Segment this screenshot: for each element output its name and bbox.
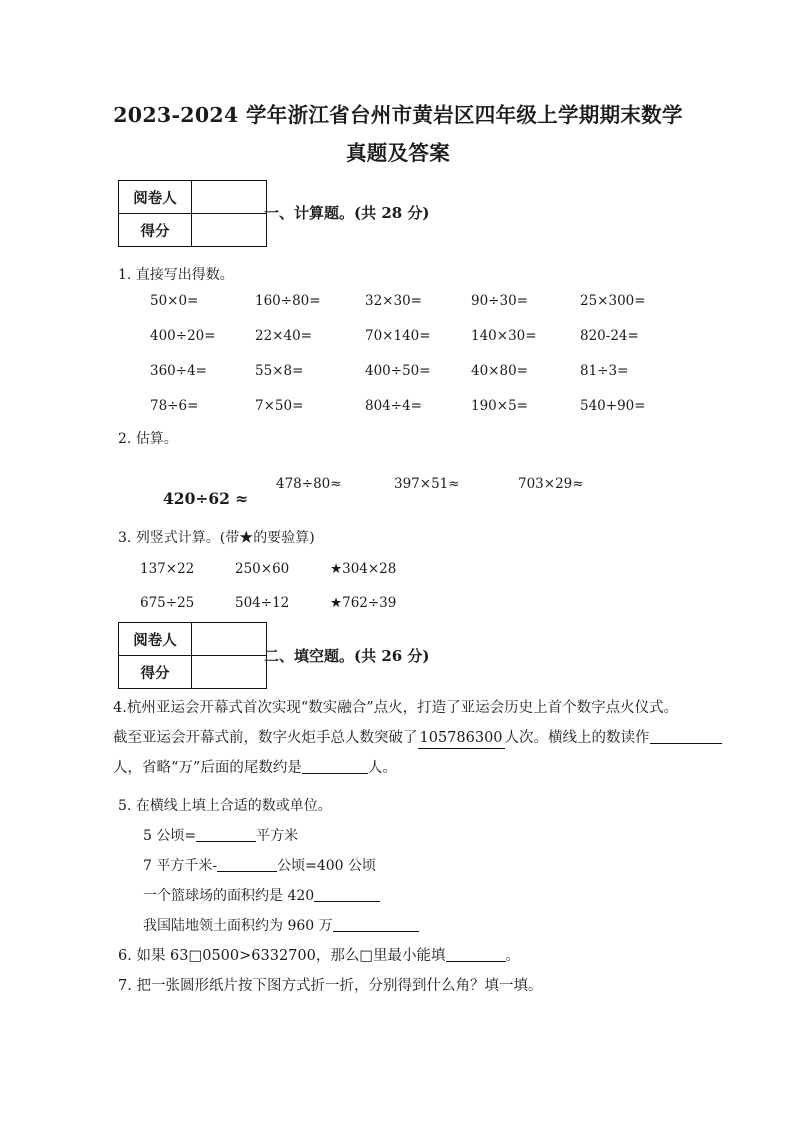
question-6-blank[interactable]: [446, 948, 506, 962]
grader-label-2: 阅卷人: [119, 623, 192, 656]
q5-item-2-after: 公顷=400 公顷: [277, 858, 376, 874]
question-6-number: 6.: [118, 948, 132, 964]
question-7-text: 把一张圆形纸片按下图方式折一折，分别得到什么角？填一填。: [136, 978, 543, 994]
page-title: [108, 96, 688, 172]
q2-featured-item: 420÷62 ≈: [163, 489, 249, 508]
q1-item-r3c2: 55×8=: [255, 363, 304, 379]
question-5-prompt: [118, 796, 332, 816]
question-1-number: 1.: [118, 267, 132, 283]
question-7-number: 7.: [118, 978, 132, 994]
question-4-text-3a: 人，省略“万”后面的尾数约是: [113, 760, 302, 776]
score-label-2: 得分: [119, 656, 192, 689]
score-value-1[interactable]: [192, 214, 267, 247]
q1-item-r3c3: 400÷50=: [365, 363, 431, 379]
q5-item-2-blank[interactable]: [217, 858, 277, 872]
question-4-number: 4.: [113, 700, 127, 716]
q1-item-r4c3: 804÷4=: [365, 398, 422, 414]
q5-item-3-before: 一个篮球场的面积约是 420: [143, 888, 315, 904]
question-3-prompt: [118, 528, 315, 548]
q1-item-r2c3: 70×140=: [365, 328, 431, 344]
q2-item-3: 703×29≈: [518, 476, 584, 492]
q3-item-r2c3: ★762÷39: [330, 595, 397, 611]
q3-item-r2c2: 504÷12: [235, 595, 290, 611]
question-4-blank-2[interactable]: [302, 760, 368, 774]
question-6-text: 如果 63□0500>6332700，那么□里最小能填: [136, 948, 446, 964]
q5-item-1-after: 平方米: [256, 828, 299, 844]
q1-item-r3c4: 40×80=: [471, 363, 528, 379]
score-value-2[interactable]: [192, 656, 267, 689]
table-row: [119, 181, 267, 214]
q1-item-r2c2: 22×40=: [255, 328, 312, 344]
question-7: [118, 976, 542, 996]
question-2-number: 2.: [118, 431, 132, 447]
question-5-item-1: [143, 826, 298, 846]
q1-item-r4c2: 7×50=: [255, 398, 304, 414]
table-row: [119, 623, 267, 656]
q1-item-r4c4: 190×5=: [471, 398, 528, 414]
q1-item-r2c1: 400÷20=: [150, 328, 216, 344]
question-6-after: 。: [505, 948, 521, 964]
question-4-line-3: [113, 758, 397, 778]
section-heading-2: 二、填空题。(共 26 分): [264, 647, 430, 665]
question-3-text: 列竖式计算。(带★的要验算): [135, 530, 315, 546]
question-2-text: 估算。: [135, 431, 178, 447]
question-4-text-2a: 截至亚运会开幕式前，数字火炬手总人数突破了: [113, 730, 418, 746]
q1-item-r1c2: 160÷80=: [255, 293, 321, 309]
q3-item-r1c3: ★304×28: [330, 561, 397, 577]
q5-item-1-before: 5 公顷=: [143, 828, 197, 844]
grader-value-1[interactable]: [192, 181, 267, 214]
q1-item-r1c1: 50×0=: [150, 293, 199, 309]
question-5-number: 5.: [118, 798, 132, 814]
question-4-blank-1[interactable]: [650, 730, 722, 744]
question-4-line-1: [113, 698, 678, 718]
grading-table-1: [118, 180, 267, 247]
q1-item-r4c1: 78÷6=: [150, 398, 199, 414]
question-4-underlined-number: 105786300: [418, 728, 505, 749]
q3-item-r1c1: 137×22: [140, 561, 195, 577]
q1-item-r3c1: 360÷4=: [150, 363, 207, 379]
question-3-number: 3.: [118, 530, 132, 546]
question-4-text-2b: 人次。横线上的数读作: [504, 730, 650, 746]
page-title-line-2: 真题及答案: [346, 141, 450, 165]
question-2-prompt: [118, 429, 178, 449]
q1-item-r3c5: 81÷3=: [580, 363, 629, 379]
question-1-text: 直接写出得数。: [135, 267, 234, 283]
q3-item-r1c2: 250×60: [235, 561, 290, 577]
question-5-item-2: [143, 856, 376, 876]
q1-item-r1c5: 25×300=: [580, 293, 646, 309]
question-4-text-3b: 人。: [367, 760, 397, 776]
q2-item-2: 397×51≈: [394, 476, 460, 492]
q1-item-r1c3: 32×30=: [365, 293, 422, 309]
q1-item-r1c4: 90÷30=: [471, 293, 528, 309]
q5-item-3-blank[interactable]: [314, 888, 380, 902]
grading-table-2: [118, 622, 267, 689]
question-1-prompt: [118, 265, 234, 285]
q3-item-r2c1: 675÷25: [140, 595, 195, 611]
q5-item-2-before: 7 平方千米-: [143, 858, 218, 874]
section-heading-1: 一、计算题。(共 28 分): [264, 204, 430, 222]
q1-item-r2c4: 140×30=: [471, 328, 537, 344]
question-5-item-3: [143, 886, 380, 906]
score-label-1: 得分: [119, 214, 192, 247]
q5-item-4-blank[interactable]: [333, 918, 419, 932]
q5-item-4-before: 我国陆地领土面积约为 960 万: [143, 918, 333, 934]
question-4-line-2: [113, 728, 722, 749]
page-title-line-1: 2023-2024 学年浙江省台州市黄岩区四年级上学期期末数学: [113, 103, 683, 127]
q1-item-r4c5: 540+90=: [580, 398, 646, 414]
q5-item-1-blank[interactable]: [196, 828, 256, 842]
question-5-text: 在横线上填上合适的数或单位。: [135, 798, 332, 814]
grader-value-2[interactable]: [192, 623, 267, 656]
question-4-text-1: 杭州亚运会开幕式首次实现“数实融合”点火，打造了亚运会历史上首个数字点火仪式。: [126, 700, 679, 716]
table-row: [119, 214, 267, 247]
question-5-item-4: [143, 916, 419, 936]
grader-label-1: 阅卷人: [119, 181, 192, 214]
q1-item-r2c5: 820-24=: [580, 328, 639, 344]
table-row: [119, 656, 267, 689]
question-6: [118, 946, 520, 966]
q2-item-1: 478÷80≈: [276, 476, 342, 492]
